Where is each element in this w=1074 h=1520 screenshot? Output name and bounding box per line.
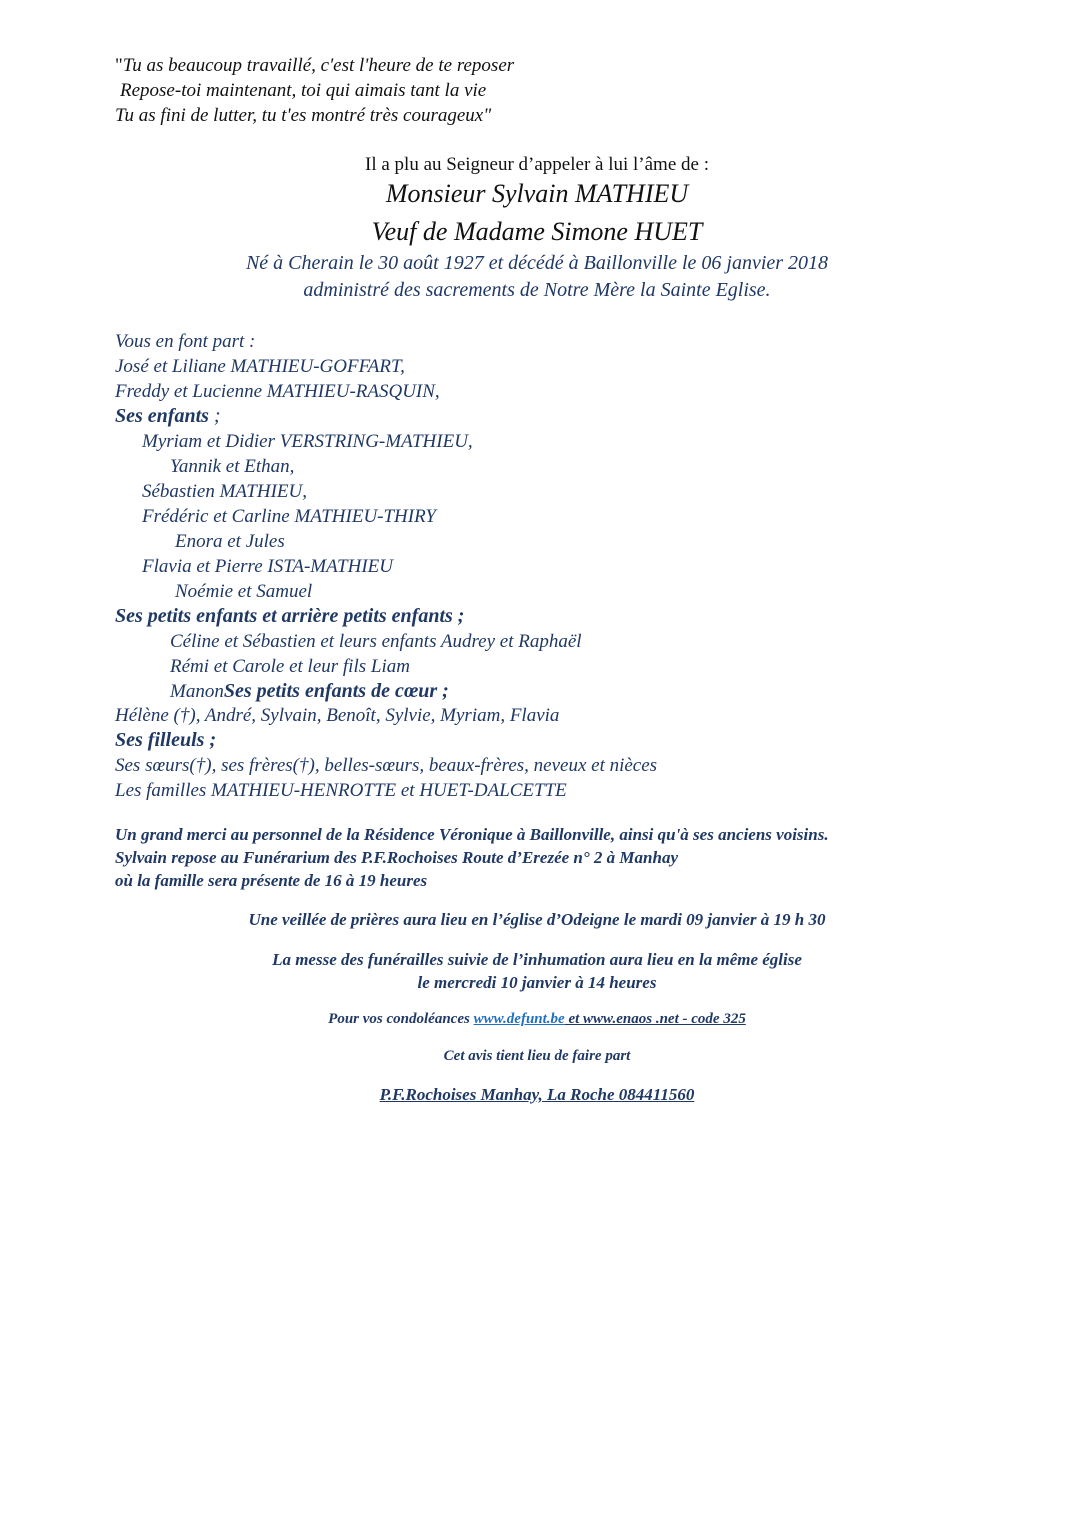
heart-grandchildren-heading: Ses petits enfants de cœur ; [223,680,449,702]
deceased-name: Monsieur Sylvain MATHIEU [385,179,689,208]
great-grandchild-line-4: Noémie et Samuel [175,581,313,602]
condolences-suffix: et www.enaos .net - code 325 [564,1011,746,1027]
quote-line-1-text: Tu as beaucoup travaillé, c'est l'heure de te reposer [122,55,515,76]
grandchild-line-3: Frédéric et Carline MATHIEU-THIRY [142,506,436,527]
condolences-prefix: Pour vos condoléances [328,1011,474,1027]
grandchild-line-2: Sébastien MATHIEU, [142,481,307,502]
sacraments-line: administré des sacrements de Notre Mère la Sainte Eglise. [303,279,771,301]
birth-death-dates: Né à Cherain le 30 août 1927 et décédé à Baillonville le 06 janvier 2018 [245,252,829,274]
presence-line: où la famille sera présente de 16 à 19 heures [115,871,428,890]
grandchild-family-3 [170,681,449,701]
family-intro: Vous en font part : [115,331,256,352]
mass-line-1: La messe des funérailles suivie de l’inhumation aura lieu en la même église [272,950,802,969]
godchildren-heading: Ses filleuls ; [115,729,217,751]
funeral-home-line: P.F.Rochoises Manhay, La Roche 084411560 [379,1085,695,1104]
condolences-line [0,1012,1074,1027]
great-grandchild-line-1: Yannik et Ethan, [170,456,295,477]
children-heading-suffix: ; [208,405,221,427]
grandchild-line-4: Flavia et Pierre ISTA-MATHIEU [142,556,393,577]
quote-line-2: Repose-toi maintenant, toi qui aimais tant la vie [120,80,487,101]
rests-line: Sylvain repose au Funérarium des P.F.Rochoises Route d’Erezée n° 2 à Manhay [115,848,678,867]
great-grandchild-line-3: Enora et Jules [175,531,285,552]
heart-grandchildren-list: Hélène (†), André, Sylvain, Benoît, Sylvie, Myriam, Flavia [115,705,560,726]
thanks-line: Un grand merci au personnel de la Résidence Véronique à Baillonville, ainsi qu'à ses anciens voisins. [115,825,829,844]
quote-line-3: Tu as fini de lutter, tu t'es montré très courageux" [115,105,492,126]
grandchildren-heading: Ses petits enfants et arrière petits enfants ; [115,605,465,627]
children-heading [115,406,221,426]
families-line: Les familles MATHIEU-HENROTTE et HUET-DALCETTE [115,780,567,801]
grandchild-line-1: Myriam et Didier VERSTRING-MATHIEU, [142,431,473,452]
grandchild-family-2: Rémi et Carole et leur fils Liam [170,656,410,677]
grandchild-family-1: Céline et Sébastien et leurs enfants Audrey et Raphaël [170,631,582,652]
child-couple-2: Freddy et Lucienne MATHIEU-RASQUIN, [115,381,440,402]
defunt-link[interactable]: www.defunt.be [473,1011,565,1027]
announcement-intro: Il a plu au Seigneur d’appeler à lui l’âme de : [365,154,709,175]
quote-open-mark: " [115,55,123,76]
children-heading-label: Ses enfants [115,405,209,427]
child-couple-1: José et Liliane MATHIEU-GOFFART, [115,356,405,377]
spouse-line: Veuf de Madame Simone HUET [371,217,703,246]
mass-line-2: le mercredi 10 janvier à 14 heures [417,973,657,992]
grandchild-name-manon: Manon [170,681,224,702]
quote-line-1 [115,56,514,75]
vigil-line: Une veillée de prières aura lieu en l’église d’Odeigne le mardi 09 janvier à 19 h 30 [248,910,826,929]
siblings-line: Ses sœurs(†), ses frères(†), belles-sœurs, beaux-frères, neveux et nièces [115,755,658,776]
notice-line: Cet avis tient lieu de faire part [443,1048,631,1064]
